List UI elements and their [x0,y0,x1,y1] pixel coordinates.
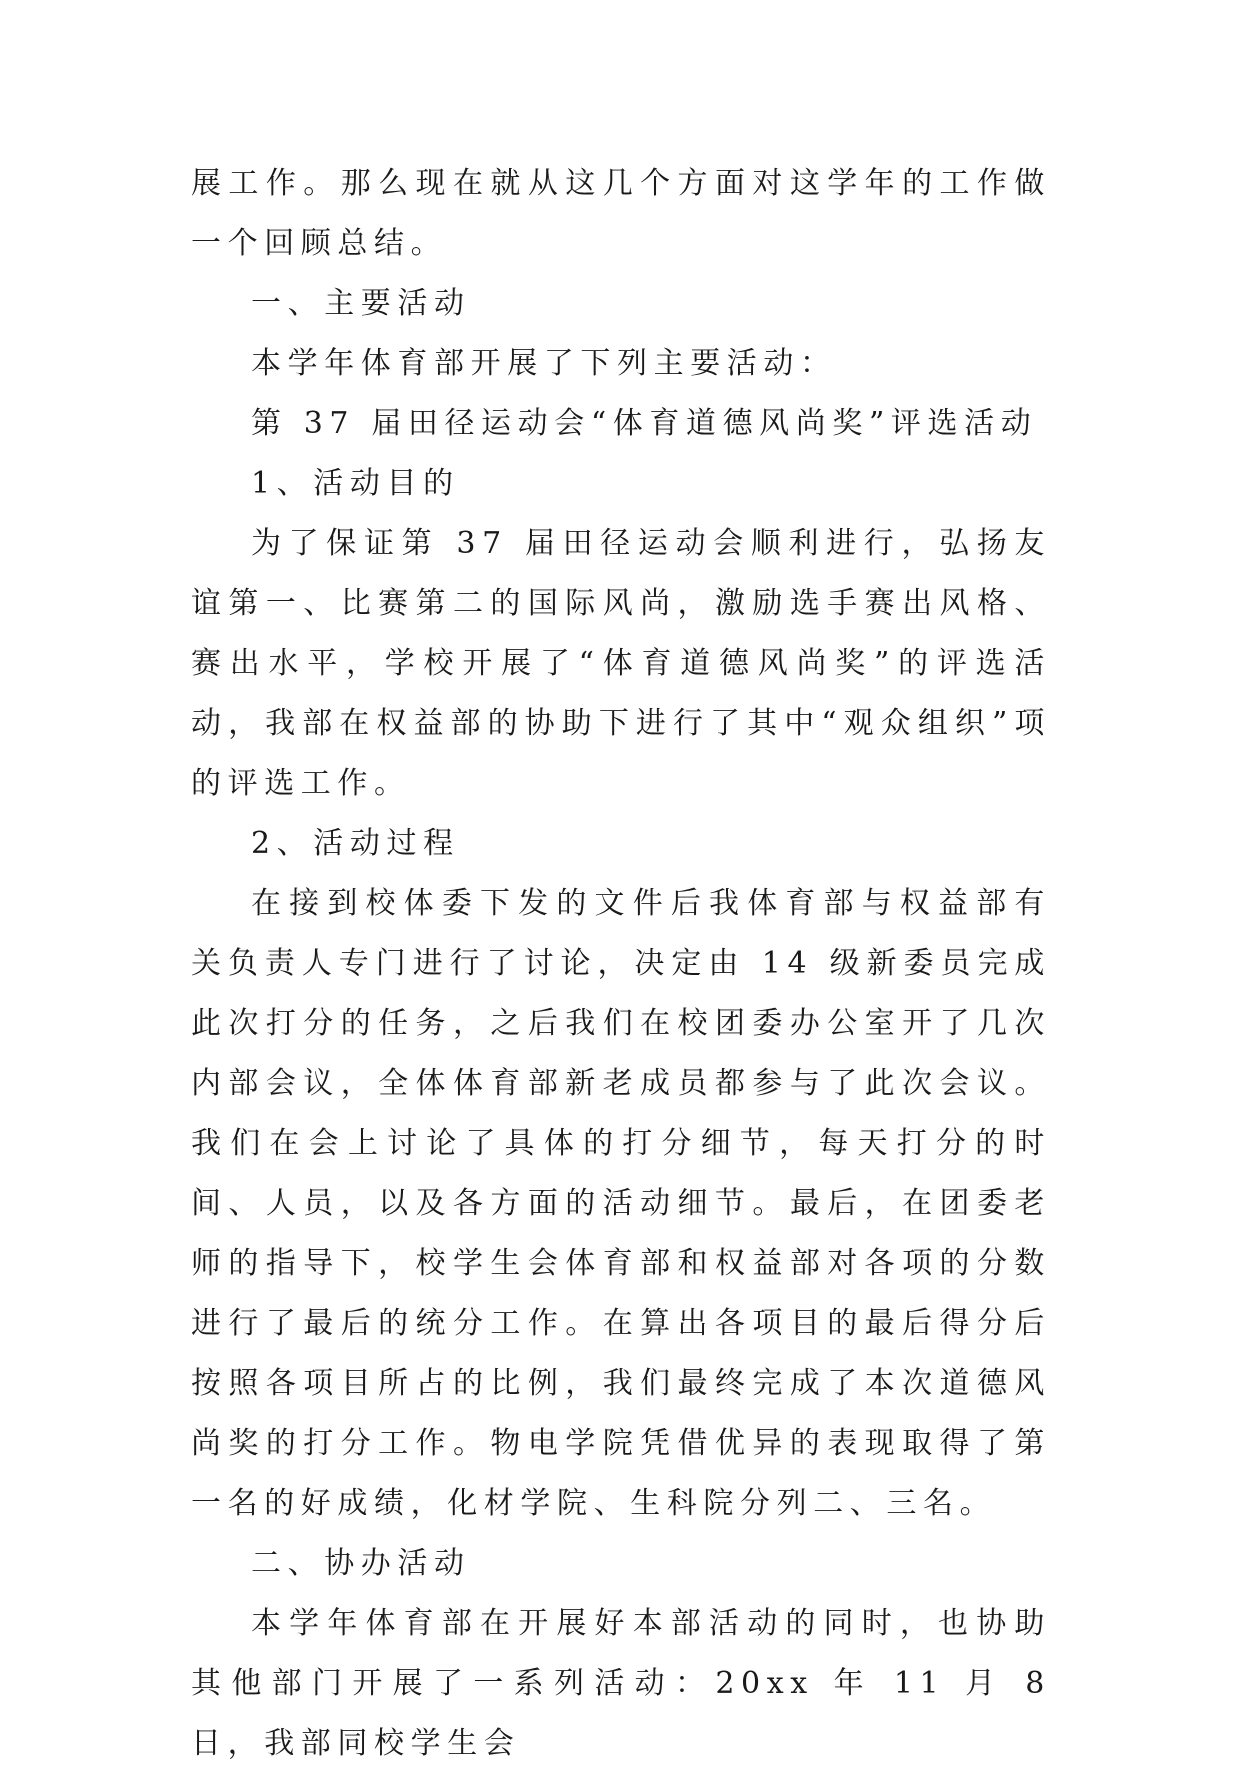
heading-main-activities: 一、主要活动 [251,286,471,321]
paragraph-intro: 本学年体育部开展了下列主要活动： [251,346,837,381]
heading-co-organized: 二、协办活动 [251,1546,471,1581]
document-body [191,154,1051,1774]
paragraph-co-organized: 本学年体育部在开展好本部活动的同时，也协助其他部门开展了一系列活动：20xx 年 11 月 8 日，我部同校学生会 [191,1606,1051,1761]
paragraph-purpose: 为了保证第 37 届田径运动会顺利进行，弘扬友谊第一、比赛第二的国际风尚，激励选手赛出风格、赛出水平，学校开展了“体育道德风尚奖”的评选活动，我部在权益部的协助下进行了其中“观众组织”项的评选工作。 [191,526,1051,801]
paragraph-process: 在接到校体委下发的文件后我体育部与权益部有关负责人专门进行了讨论，决定由 14 级新委员完成此次打分的任务，之后我们在校团委办公室开了几次内部会议，全体体育部新老成员都参与了此次会议。我们在会上讨论了具体的打分细节，每天打分的时间、人员，以及各方面的活动细节。最后，在团委老师的指导下，校学生会体育部和权益部对各项的分数进行了最后的统分工作。在算出各项目的最后得分后按照各项目所占的比例，我们最终完成了本次道德风尚奖的打分工作。物电学院凭借优异的表现取得了第一名的好成绩，化材学院、生科院分列二、三名。 [191,886,1051,1521]
paragraph-continuation: 展工作。那么现在就从这几个方面对这学年的工作做一个回顾总结。 [191,166,1051,261]
activity-title: 第 37 届田径运动会“体育道德风尚奖”评选活动 [251,406,1038,441]
subheading-process: 2、活动过程 [251,826,460,861]
subheading-purpose: 1、活动目的 [251,466,460,501]
